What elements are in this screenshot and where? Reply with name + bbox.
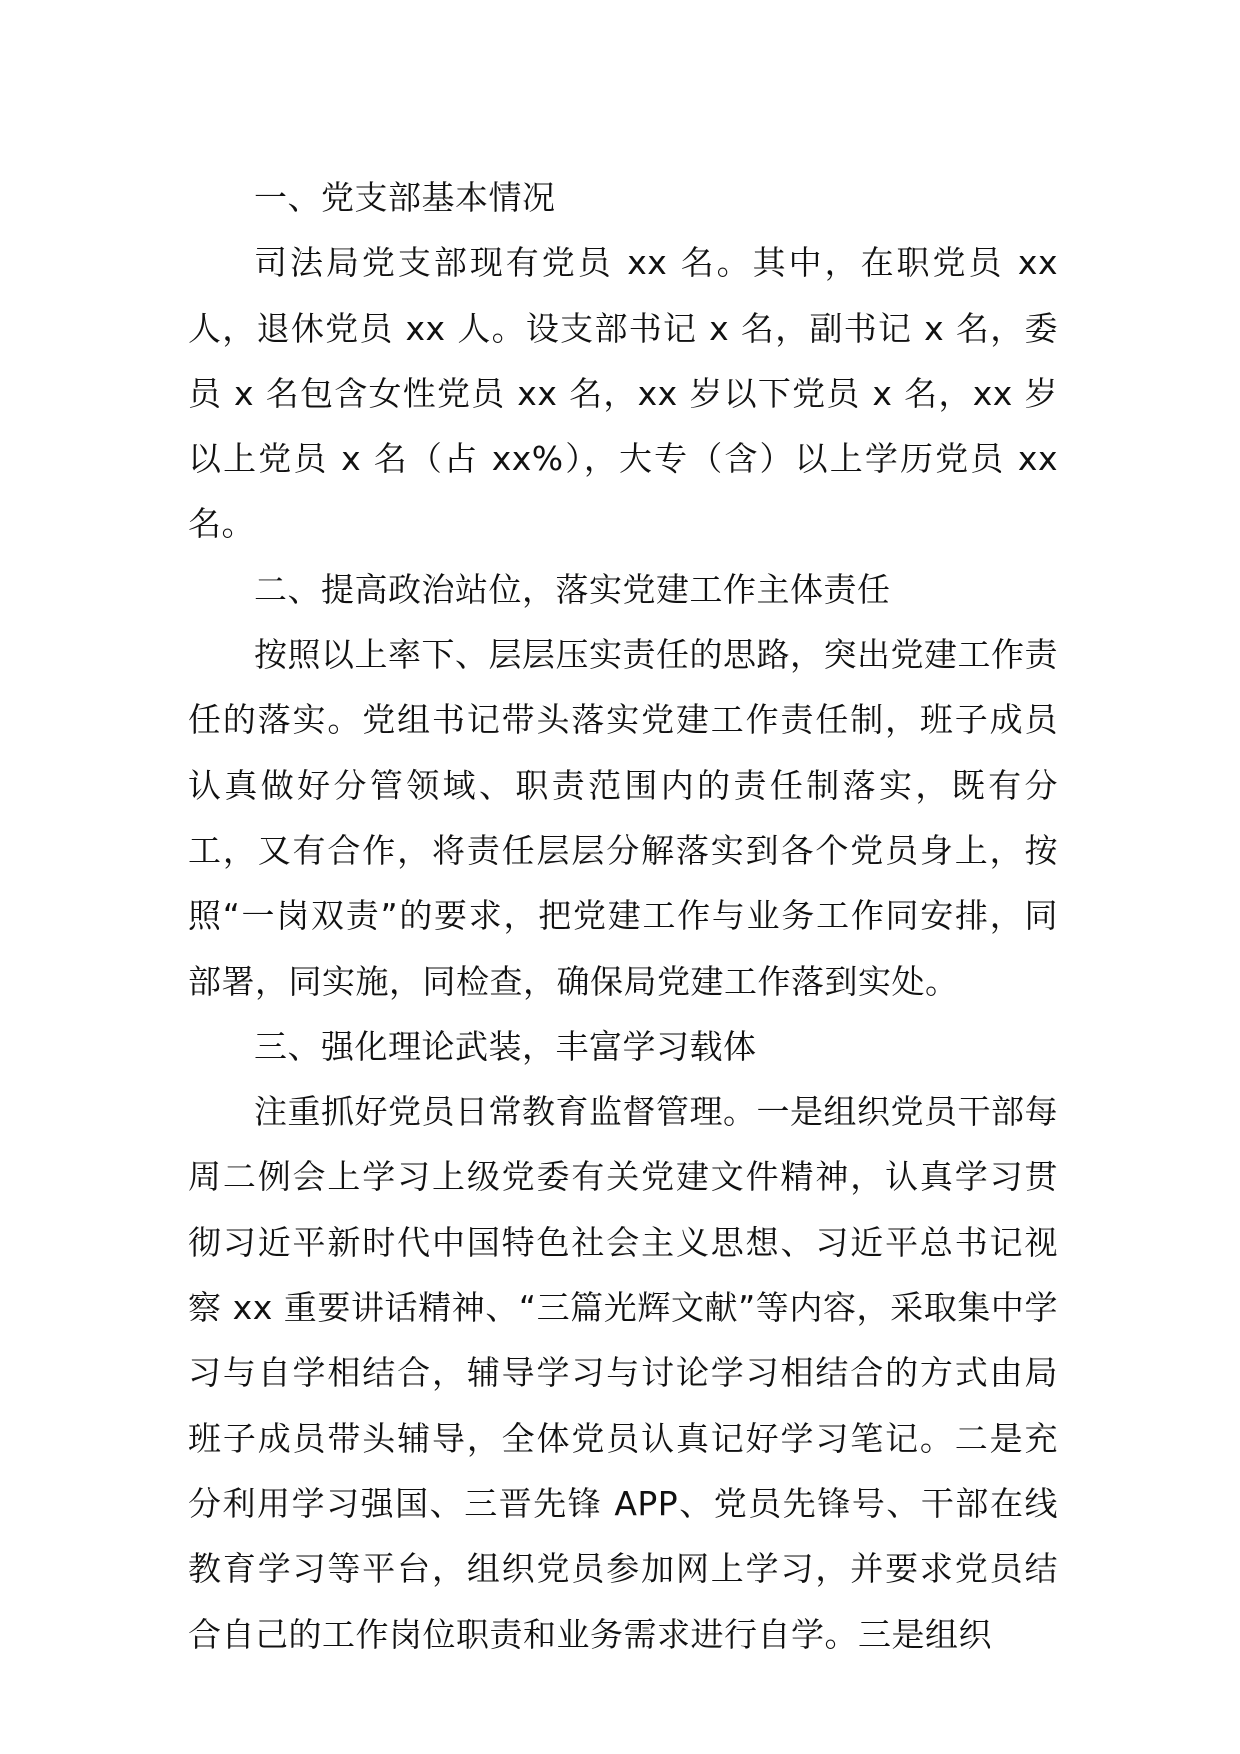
section-heading-3: 三、强化理论武装，丰富学习载体	[254, 1026, 757, 1066]
section-paragraph-1: 司法局党支部现有党员 xx 名。其中，在职党员 xx 人，退休党员 xx 人。设支部书记 x 名，副书记 x 名，委员 x 名包含女性党员 xx 名，xx 岁以下党员 x 名，xx 岁以上党员 x 名（占 xx%），大专（含）以上学历党员 xx 名。	[188, 243, 1058, 544]
section-heading-2: 二、提高政治站位，落实党建工作主体责任	[254, 569, 891, 609]
section-paragraph-2: 按照以上率下、层层压实责任的思路，突出党建工作责任的落实。党组书记带头落实党建工作责任制，班子成员认真做好分管领域、职责范围内的责任制落实，既有分工，又有合作，将责任层层分解落实到各个党员身上，按照“一岗双责”的要求，把党建工作与业务工作同安排，同部署，同实施，同检查，确保局党建工作落到实处。	[188, 635, 1058, 1001]
section-heading-1: 一、党支部基本情况	[254, 178, 556, 217]
document-body	[188, 165, 1058, 1667]
section-paragraph-3: 注重抓好党员日常教育监督管理。一是组织党员干部每周二例会上学习上级党委有关党建文件精神，认真学习贯彻习近平新时代中国特色社会主义思想、习近平总书记视察 xx 重要讲话精神、“三篇光辉文献”等内容，采取集中学习与自学相结合，辅导学习与讨论学习相结合的方式由局班子成员带头辅导，全体党员认真记好学习笔记。二是充分利用学习强国、三晋先锋 APP、党员先锋号、干部在线教育学习等平台，组织党员参加网上学习，并要求党员结合自己的工作岗位职责和业务需求进行自学。三是组织	[188, 1092, 1058, 1654]
